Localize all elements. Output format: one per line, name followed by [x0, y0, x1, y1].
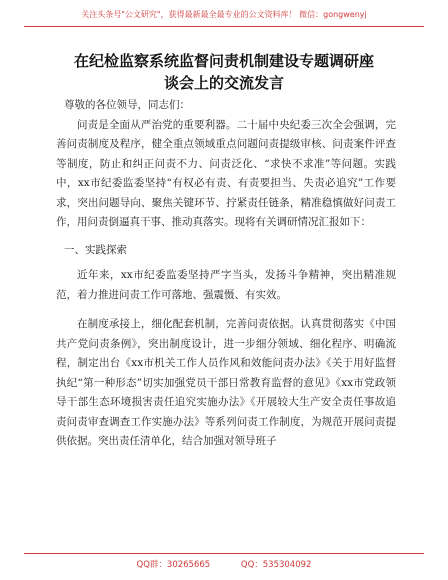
- footer-qq-group: QQ群：30265665: [136, 560, 211, 570]
- paragraph-intro: 问责是全面从严治党的重要利器。二十届中央纪委三次全会强调，完善问责制度及程序，健全重点领域重点问题问责提级审核、问责案件评查等制度，防止和纠正问责不力、问责泛化、“求快不求准”等问题。实践中，xx市纪委监委坚持“有权必有责、有责要担当、失责必追究”工作要求，突出问题导向、聚焦关键环节、拧紧责任链条，精准稳慎做好问责工作，用问责倒逼真干事、推动真落实。现将有关调研情况汇报如下：: [56, 118, 396, 228]
- document-body: [56, 96, 396, 452]
- paragraph-gap: [56, 305, 396, 315]
- title-line-1: 在纪检监察系统监督问责机制建设专题调研座: [73, 52, 374, 70]
- footer-qq: QQ：535304092: [240, 560, 312, 570]
- header-banner: 关注头条号"公文研究"，获得最新最全最专业的公文资料库！ 微信：gongwenyj: [24, 4, 424, 27]
- title-line-2: 谈会上的交流发言: [163, 74, 284, 92]
- document-title: [40, 50, 408, 94]
- section-heading: 一、实践探索: [64, 243, 127, 256]
- footer-contact: [24, 553, 424, 576]
- greeting: 尊敬的各位领导，同志们：: [64, 99, 190, 111]
- paragraph-institutional: 在制度承接上，细化配套机制，完善问责依据。认真贯彻落实《中国共产党问责条例》，突出制度设计，进一步细分领域、细化程序、明确流程，制定出台《xx市机关工作人员作风和效能问责办法》《关于用好监督执纪“第一种形态”切实加强党员干部日常教育监督的意见》《xx市党政领导干部生态环境损害责任追究实施办法》《开展较大生产安全责任事故追责问责审查调查工作实施办法》等系列问责工作制度，为规范开展问责提供依据。突出责任清单化，结合加强对领导班子: [56, 318, 396, 447]
- paragraph-overview: 近年来，xx市纪委监委坚持严字当头，发扬斗争精神，突出精准规范，着力推进问责工作可落地、强震慑、有实效。: [56, 269, 396, 301]
